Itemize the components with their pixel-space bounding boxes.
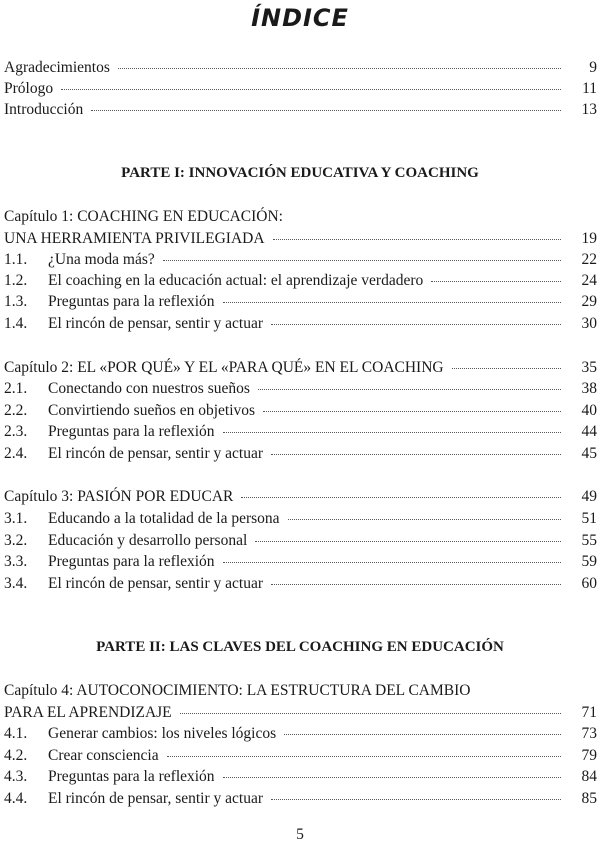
toc-page-number: 11 bbox=[582, 80, 597, 97]
section-number: 4.4. bbox=[4, 790, 28, 807]
dot-leader bbox=[255, 540, 561, 542]
part-heading: PARTE II: LAS CLAVES DEL COACHING EN EDUCACIÓN bbox=[96, 639, 504, 655]
toc-entry-text: El rincón de pensar, sentir y actuar bbox=[48, 445, 264, 462]
dot-leader bbox=[61, 88, 561, 90]
toc-entry-text: Preguntas para la reflexión bbox=[48, 768, 215, 785]
section-number: 3.2. bbox=[4, 532, 28, 549]
toc-entry-section[interactable] bbox=[4, 400, 597, 422]
section-number: 1.4. bbox=[4, 315, 28, 332]
dot-leader bbox=[273, 238, 561, 240]
toc-page-number: 51 bbox=[581, 510, 597, 527]
dot-leader bbox=[431, 280, 561, 282]
toc-entry-text: Preguntas para la reflexión bbox=[48, 423, 215, 440]
section-number: 4.2. bbox=[4, 747, 28, 764]
toc-entry-section[interactable] bbox=[4, 573, 597, 595]
toc-entry-section[interactable] bbox=[4, 270, 597, 292]
section-number: 1.3. bbox=[4, 293, 28, 310]
toc-page-number: 71 bbox=[581, 704, 597, 721]
toc-page-number: 45 bbox=[581, 445, 597, 462]
dot-leader bbox=[452, 367, 561, 369]
toc-entry-text: Conectando con nuestros sueños bbox=[48, 380, 250, 397]
toc-entry-section[interactable] bbox=[4, 788, 597, 810]
dot-leader bbox=[91, 109, 561, 111]
toc-entry-acknowledgements[interactable] bbox=[4, 57, 597, 79]
toc-page-number: 19 bbox=[581, 230, 597, 247]
toc-entry-text: PARA EL APRENDIZAJE bbox=[4, 704, 172, 721]
toc-entry-section[interactable] bbox=[4, 443, 597, 465]
dot-leader bbox=[118, 67, 561, 69]
toc-page-number: 35 bbox=[581, 359, 597, 376]
dot-leader bbox=[223, 561, 561, 563]
toc-entry-section[interactable] bbox=[4, 313, 597, 335]
toc-entry-section[interactable] bbox=[4, 530, 597, 552]
section-number: 3.4. bbox=[4, 575, 28, 592]
section-number: 3.3. bbox=[4, 553, 28, 570]
toc-entry-text: Agradecimientos bbox=[4, 59, 110, 76]
dot-leader bbox=[263, 410, 561, 412]
toc-page-number: 84 bbox=[581, 768, 597, 785]
chapter-title: Capítulo 4: AUTOCONOCIMIENTO: LA ESTRUCTURA DEL CAMBIO bbox=[4, 682, 471, 699]
section-number: 3.1. bbox=[4, 510, 28, 527]
toc-entry-text: Preguntas para la reflexión bbox=[48, 293, 215, 310]
toc-entry-text: El coaching en la educación actual: el aprendizaje verdadero bbox=[48, 272, 424, 289]
toc-page-number: 38 bbox=[581, 380, 597, 397]
dot-leader bbox=[288, 518, 561, 520]
toc-entry-prologue[interactable] bbox=[4, 78, 597, 100]
toc-page-number: 60 bbox=[581, 575, 597, 592]
toc-entry-section[interactable] bbox=[4, 723, 597, 745]
toc-page-number: 59 bbox=[581, 553, 597, 570]
toc-entry-text: Prólogo bbox=[4, 80, 54, 97]
toc-entry-text: Educación y desarrollo personal bbox=[48, 532, 248, 549]
chapter-title: Capítulo 1: COACHING EN EDUCACIÓN: bbox=[4, 208, 283, 225]
toc-entry-text: Generar cambios: los niveles lógicos bbox=[48, 725, 277, 742]
toc-entry-section[interactable] bbox=[4, 249, 597, 271]
toc-page-number: 24 bbox=[581, 272, 597, 289]
dot-leader bbox=[163, 259, 561, 261]
toc-page-number: 29 bbox=[581, 293, 597, 310]
dot-leader bbox=[167, 755, 561, 757]
dot-leader bbox=[258, 388, 561, 390]
toc-page-number: 9 bbox=[589, 59, 597, 76]
toc-page-number: 79 bbox=[581, 747, 597, 764]
toc-page-number: 13 bbox=[581, 101, 597, 118]
toc-page-number: 85 bbox=[581, 790, 597, 807]
toc-entry-section[interactable] bbox=[4, 421, 597, 443]
section-number: 2.4. bbox=[4, 445, 28, 462]
toc-page-number: 55 bbox=[581, 532, 597, 549]
section-number: 1.2. bbox=[4, 272, 28, 289]
toc-entry-text: Capítulo 2: EL «POR QUÉ» Y EL «PARA QUÉ» EN EL COACHING bbox=[4, 359, 444, 376]
part-heading: PARTE I: INNOVACIÓN EDUCATIVA Y COACHING bbox=[121, 165, 479, 181]
toc-entry-text: Introducción bbox=[4, 101, 84, 118]
dot-leader bbox=[223, 301, 561, 303]
section-number: 4.1. bbox=[4, 725, 28, 742]
section-number: 2.3. bbox=[4, 423, 28, 440]
page-title: ÍNDICE bbox=[251, 4, 349, 32]
dot-leader bbox=[223, 431, 561, 433]
toc-entry-section[interactable] bbox=[4, 551, 597, 573]
toc-page-number: 22 bbox=[581, 251, 597, 268]
toc-entry-text: Capítulo 3: PASIÓN POR EDUCAR bbox=[4, 488, 234, 505]
dot-leader bbox=[271, 323, 561, 325]
toc-entry-text: UNA HERRAMIENTA PRIVILEGIADA bbox=[4, 230, 265, 247]
toc-entry-chapter-1[interactable] bbox=[4, 228, 597, 250]
toc-entry-chapter-4[interactable] bbox=[4, 702, 597, 724]
toc-entry-introduction[interactable] bbox=[4, 99, 597, 121]
toc-entry-text: El rincón de pensar, sentir y actuar bbox=[48, 790, 264, 807]
toc-entry-section[interactable] bbox=[4, 745, 597, 767]
toc-page-number: 30 bbox=[581, 315, 597, 332]
toc-page-number: 49 bbox=[581, 488, 597, 505]
toc-page-number: 40 bbox=[581, 402, 597, 419]
toc-entry-text: El rincón de pensar, sentir y actuar bbox=[48, 315, 264, 332]
section-number: 2.2. bbox=[4, 402, 28, 419]
section-number: 1.1. bbox=[4, 251, 28, 268]
toc-entry-text: Preguntas para la reflexión bbox=[48, 553, 215, 570]
dot-leader bbox=[271, 798, 561, 800]
page-number: 5 bbox=[296, 826, 304, 843]
toc-page-number: 44 bbox=[581, 423, 597, 440]
toc-entry-chapter-3[interactable] bbox=[4, 486, 597, 508]
dot-leader bbox=[284, 733, 561, 735]
toc-entry-section[interactable] bbox=[4, 291, 597, 313]
toc-entry-chapter-2[interactable] bbox=[4, 357, 597, 379]
toc-entry-text: Educando a la totalidad de la persona bbox=[48, 510, 280, 527]
toc-page-number: 73 bbox=[581, 725, 597, 742]
toc-entry-section[interactable] bbox=[4, 508, 597, 530]
toc-entry-text: Convirtiendo sueños en objetivos bbox=[48, 402, 256, 419]
dot-leader bbox=[180, 712, 561, 714]
dot-leader bbox=[223, 776, 561, 778]
toc-entry-text: El rincón de pensar, sentir y actuar bbox=[48, 575, 264, 592]
dot-leader bbox=[271, 453, 561, 455]
toc-entry-text: Crear consciencia bbox=[48, 747, 159, 764]
dot-leader bbox=[271, 583, 561, 585]
dot-leader bbox=[241, 496, 561, 498]
section-number: 2.1. bbox=[4, 380, 28, 397]
toc-entry-section[interactable] bbox=[4, 766, 597, 788]
toc-entry-section[interactable] bbox=[4, 378, 597, 400]
section-number: 4.3. bbox=[4, 768, 28, 785]
toc-entry-text: ¿Una moda más? bbox=[48, 251, 155, 268]
